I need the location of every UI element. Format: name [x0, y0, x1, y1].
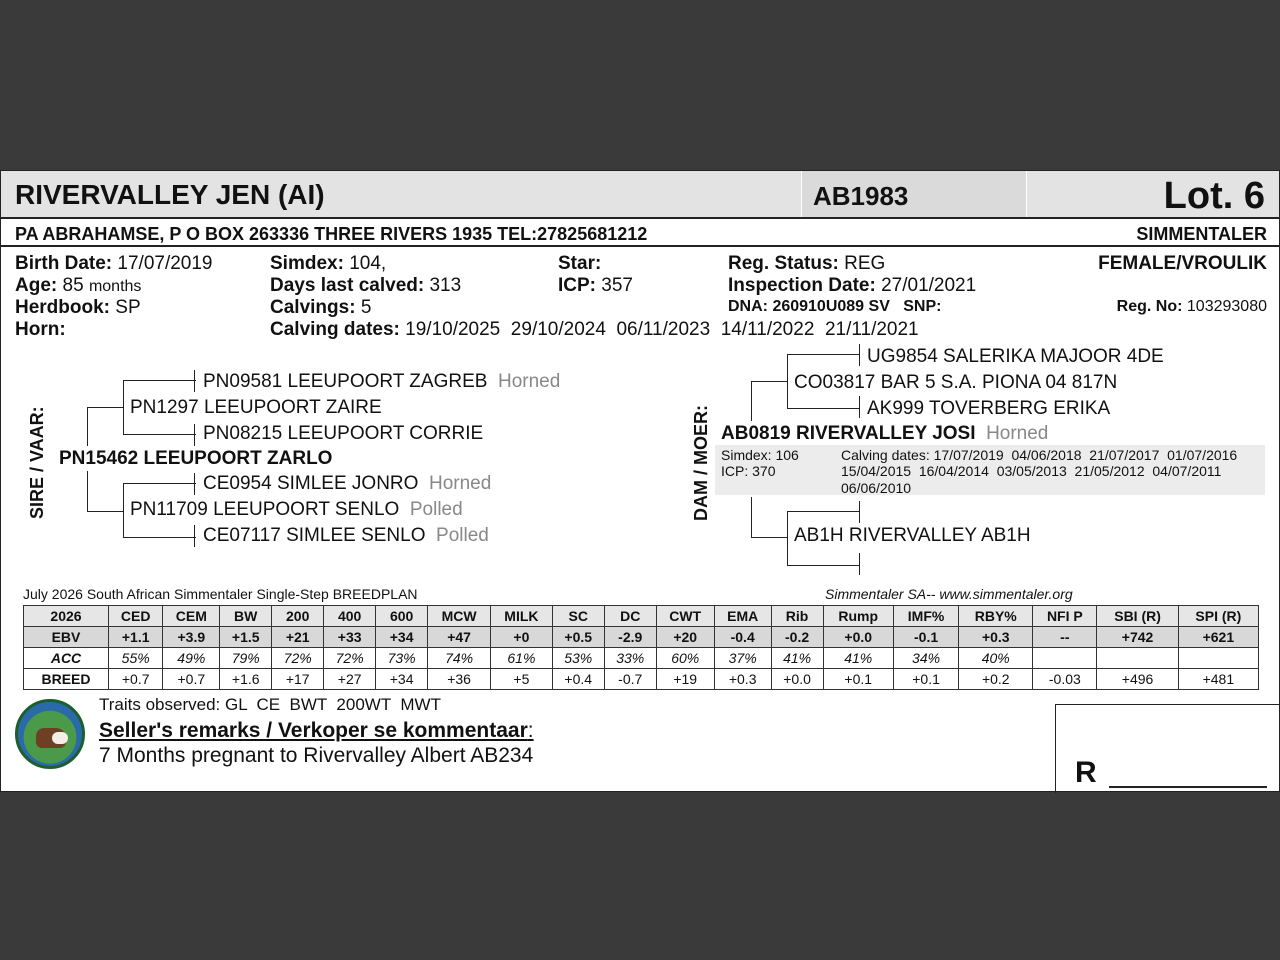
breedplan-cell: 40%	[959, 648, 1033, 669]
connector	[87, 407, 123, 408]
breedplan-cell: BW	[220, 606, 272, 627]
breedplan-cell: SC	[552, 606, 604, 627]
breedplan-cell: 37%	[714, 648, 771, 669]
dam-dam: AB1H RIVERVALLEY AB1H	[794, 525, 1031, 546]
breedplan-cell: Rump	[823, 606, 893, 627]
breedplan-cell: +496	[1097, 669, 1178, 690]
connector	[859, 344, 860, 366]
breedplan-cell: 74%	[428, 648, 491, 669]
breedplan-cell: 600	[376, 606, 428, 627]
breedplan-row-label: ACC	[24, 648, 109, 669]
connector	[123, 380, 196, 381]
lot-number: Lot. 6	[1163, 175, 1265, 217]
breedplan-cell: MILK	[491, 606, 553, 627]
breedplan-cell: CEM	[163, 606, 220, 627]
connector	[123, 483, 124, 537]
connector	[87, 407, 88, 446]
breedplan-cell: -0.2	[771, 627, 823, 648]
breedplan-cell: +0.5	[552, 627, 604, 648]
breedplan-cell: SPI (R)	[1178, 606, 1258, 627]
breedplan-cell: +0.0	[823, 627, 893, 648]
logo-cow-face	[52, 732, 68, 744]
breedplan-cell: 33%	[604, 648, 656, 669]
breedplan-cell: RBY%	[959, 606, 1033, 627]
icp: ICP: 357	[558, 275, 633, 296]
sire: PN15462 LEEUPOORT ZARLO	[59, 448, 333, 469]
connector	[194, 424, 195, 446]
breedplan-cell: IMF%	[893, 606, 958, 627]
breedplan-cell: +21	[272, 627, 324, 648]
breedplan-cell: +19	[656, 669, 714, 690]
breedplan-cell: 400	[324, 606, 376, 627]
connector	[859, 396, 860, 418]
traits-observed: Traits observed: GL CE BWT 200WT MWT	[99, 695, 441, 714]
breedplan-cell: NFI P	[1033, 606, 1097, 627]
connector	[194, 473, 195, 495]
breedplan-cell: --	[1033, 627, 1097, 648]
breedplan-cell: MCW	[428, 606, 491, 627]
breedplan-cell: CED	[109, 606, 163, 627]
star: Star:	[558, 253, 602, 274]
breedplan-cell: 73%	[376, 648, 428, 669]
breedplan-title: July 2026 South African Simmentaler Single-Step BREEDPLAN	[23, 586, 418, 602]
connector	[123, 483, 196, 484]
connector	[194, 370, 195, 392]
connector	[87, 511, 123, 512]
breedplan-cell: SBI (R)	[1097, 606, 1178, 627]
connector	[859, 501, 860, 523]
breedplan-cell: 72%	[324, 648, 376, 669]
breedplan-breed-row	[24, 669, 1259, 690]
breedplan-acc-row	[24, 648, 1259, 669]
sire-dam-dam: CE07117 SIMLEE SENLO Polled	[203, 525, 489, 546]
breedplan-cell: +1.5	[220, 627, 272, 648]
dna-line: DNA: 260910U089 SV SNP:	[728, 298, 942, 315]
breedplan-ebv-row	[24, 627, 1259, 648]
breedplan-cell: +0.7	[109, 669, 163, 690]
dam-sire-dam: AK999 TOVERBERG ERIKA	[867, 398, 1111, 419]
breedplan-cell	[1033, 648, 1097, 669]
horn: Horn:	[15, 319, 66, 340]
dam-calving-dates-2: 15/04/2015 16/04/2014 03/05/2013 21/05/2012 04/07/2011	[841, 463, 1222, 479]
connector	[194, 525, 195, 547]
breedplan-cell: +0.1	[893, 669, 958, 690]
breed-name: SIMMENTALER	[1136, 224, 1267, 244]
breedplan-cell	[1178, 648, 1258, 669]
connector	[787, 354, 860, 355]
connector	[123, 537, 196, 538]
connector	[751, 497, 752, 537]
breedplan-cell: CWT	[656, 606, 714, 627]
breedplan-cell: 41%	[771, 648, 823, 669]
breedplan-cell: +621	[1178, 627, 1258, 648]
breedplan-cell: +1.1	[109, 627, 163, 648]
inspection-date: Inspection Date: 27/01/2021	[728, 275, 977, 296]
sire-sire-sire: PN09581 LEEUPOORT ZAGREB Horned	[203, 371, 561, 392]
reg-status: Reg. Status: REG	[728, 253, 886, 274]
calving-dates: Calving dates: 19/10/2025 29/10/2024 06/11/2023 14/11/2022 21/11/2021	[270, 319, 919, 340]
lot-card	[0, 170, 1280, 792]
breedplan-cell: 61%	[491, 648, 553, 669]
breedplan-cell: 34%	[893, 648, 958, 669]
calvings: Calvings: 5	[270, 297, 372, 318]
breedplan-cell: +0.1	[823, 669, 893, 690]
breedplan-cell: +5	[491, 669, 553, 690]
remarks-title: Seller's remarks / Verkoper se kommentaar:	[99, 719, 534, 742]
connector	[751, 537, 787, 538]
dam-calving-dates-1: Calving dates: 17/07/2019 04/06/2018 21/07/2017 01/07/2016	[841, 447, 1238, 463]
breedplan-cell: -0.4	[714, 627, 771, 648]
breedplan-cell: EMA	[714, 606, 771, 627]
breedplan-row-label: 2026	[24, 606, 109, 627]
seller-remarks: 7 Months pregnant to Rivervalley Albert AB234	[99, 744, 534, 767]
connector	[751, 381, 752, 421]
birth-date: Birth Date: 17/07/2019	[15, 253, 213, 274]
breedplan-row-label: BREED	[24, 669, 109, 690]
simmentaler-logo-icon	[15, 699, 85, 769]
breedplan-cell: 49%	[163, 648, 220, 669]
breedplan-cell: DC	[604, 606, 656, 627]
sire-label: SIRE / VAAR:	[27, 406, 47, 519]
connector	[787, 511, 860, 512]
breedplan-cell: +3.9	[163, 627, 220, 648]
dam-calving-dates-3: 06/06/2010	[841, 480, 912, 496]
breedplan-cell: +0.3	[714, 669, 771, 690]
breedplan-cell: +27	[324, 669, 376, 690]
connector	[751, 381, 787, 382]
dam-sire: CO03817 BAR 5 S.A. PIONA 04 817N	[794, 372, 1118, 393]
reg-no: Reg. No: 103293080	[1116, 298, 1267, 315]
breedplan-cell: 60%	[656, 648, 714, 669]
connector	[87, 471, 88, 511]
breedplan-cell: +20	[656, 627, 714, 648]
sire-dam-sire: CE0954 SIMLEE JONRO Horned	[203, 473, 492, 494]
herdbook: Herdbook: SP	[15, 297, 141, 318]
animal-id: AB1983	[813, 181, 909, 211]
breedplan-cell: +47	[428, 627, 491, 648]
breedplan-cell: +0.4	[552, 669, 604, 690]
dam-simdex: Simdex: 106	[721, 447, 799, 463]
breedplan-row-label: EBV	[24, 627, 109, 648]
breedplan-cell: +33	[324, 627, 376, 648]
breedplan-cell: -0.1	[893, 627, 958, 648]
breedplan-table	[23, 605, 1259, 690]
breedplan-cell: +481	[1178, 669, 1258, 690]
breedplan-cell: 200	[272, 606, 324, 627]
animal-name: RIVERVALLEY JEN (AI)	[15, 179, 325, 210]
sire-sire: PN1297 LEEUPOORT ZAIRE	[130, 397, 382, 418]
breedplan-cell: 41%	[823, 648, 893, 669]
sex: FEMALE/VROULIK	[1098, 253, 1267, 274]
age: Age: 85 months	[15, 275, 142, 296]
breedplan-cell: +34	[376, 669, 428, 690]
breedplan-cell: +0.0	[771, 669, 823, 690]
dam-label: DAM / MOER:	[691, 405, 711, 521]
breedplan-cell: -0.7	[604, 669, 656, 690]
dam-sire-sire: UG9854 SALERIKA MAJOOR 4DE	[867, 346, 1164, 367]
breedplan-cell: +0	[491, 627, 553, 648]
breedplan-cell: 53%	[552, 648, 604, 669]
breedplan-cell	[1097, 648, 1178, 669]
breedplan-cell: +0.3	[959, 627, 1033, 648]
sire-sire-dam: PN08215 LEEUPOORT CORRIE	[203, 423, 484, 444]
connector	[787, 511, 788, 565]
breedplan-header-row	[24, 606, 1259, 627]
breedplan-cell: +0.7	[163, 669, 220, 690]
connector	[123, 380, 124, 434]
breedplan-cell: +1.6	[220, 669, 272, 690]
price-label: R	[1075, 756, 1097, 789]
breedplan-cell: +0.2	[959, 669, 1033, 690]
breedplan-cell: -0.03	[1033, 669, 1097, 690]
breedplan-cell: -2.9	[604, 627, 656, 648]
breedplan-cell: +34	[376, 627, 428, 648]
breedplan-cell: +17	[272, 669, 324, 690]
connector	[787, 408, 860, 409]
connector	[787, 354, 788, 408]
dam: AB0819 RIVERVALLEY JOSI Horned	[721, 423, 1049, 444]
breedplan-cell: +36	[428, 669, 491, 690]
breedplan-cell: 79%	[220, 648, 272, 669]
breedplan-site: Simmentaler SA-- www.simmentaler.org	[825, 586, 1073, 602]
sire-dam: PN11709 LEEUPOORT SENLO Polled	[130, 499, 463, 520]
connector	[123, 434, 196, 435]
owner-line: PA ABRAHAMSE, P O BOX 263336 THREE RIVERS 1935 TEL:27825681212	[15, 224, 648, 244]
breedplan-cell: +742	[1097, 627, 1178, 648]
breedplan-cell: Rib	[771, 606, 823, 627]
price-input-line[interactable]	[1109, 786, 1267, 788]
simdex: Simdex: 104,	[270, 253, 387, 274]
breedplan-cell: 72%	[272, 648, 324, 669]
breedplan-cell: 55%	[109, 648, 163, 669]
days-last-calved: Days last calved: 313	[270, 275, 462, 296]
dam-icp: ICP: 370	[721, 463, 776, 479]
connector	[859, 553, 860, 575]
connector	[787, 565, 860, 566]
